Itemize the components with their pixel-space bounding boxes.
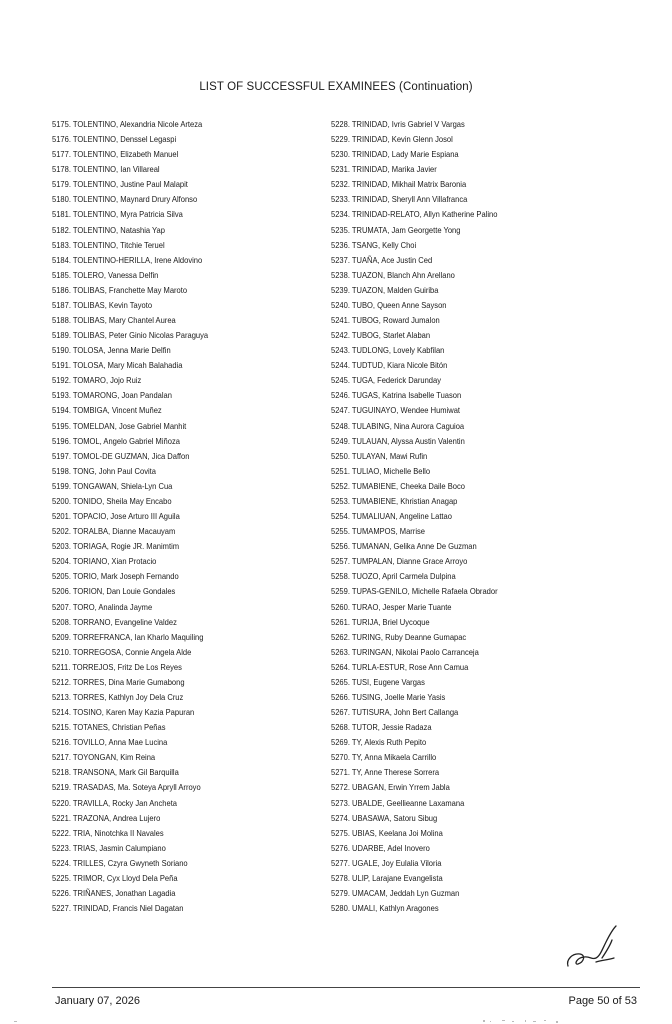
examinee-entry: 5219. TRASADAS, Ma. Soteya Apryll Arroyo <box>52 782 201 793</box>
footer-divider <box>52 987 640 988</box>
examinee-entry: 5189. TOLIBAS, Peter Ginio Nicolas Paraguya <box>52 330 209 341</box>
examinee-entry: 5223. TRIAS, Jasmin Calumpiano <box>52 842 166 853</box>
examinee-entry: 5180. TOLENTINO, Maynard Drury Alfonso <box>52 194 198 205</box>
examinee-entry: 5188. TOLIBAS, Mary Chantel Aurea <box>52 315 176 326</box>
examinee-entry: 5205. TORIO, Mark Joseph Fernando <box>52 571 179 582</box>
examinee-entry: 5279. UMACAM, Jeddah Lyn Guzman <box>331 887 460 898</box>
examinee-entry: 5236. TSANG, Kelly Choi <box>331 239 417 250</box>
examinee-entry: 5275. UBIAS, Keelana Joi Molina <box>331 827 443 838</box>
examinee-entry: 5221. TRAZONA, Andrea Lujero <box>52 812 161 823</box>
scan-artifact <box>0 1012 672 1024</box>
examinee-entry: 5257. TUMPALAN, Dianne Grace Arroyo <box>331 556 468 567</box>
examinee-entry: 5237. TUAÑA, Ace Justin Ced <box>331 254 433 265</box>
examinee-entry: 5184. TOLENTINO-HERILLA, Irene Aldovino <box>52 254 203 265</box>
examinee-entry: 5178. TOLENTINO, Ian Villareal <box>52 164 160 175</box>
examinee-entry: 5194. TOMBIGA, Vincent Muñez <box>52 405 162 416</box>
examinee-entry: 5187. TOLIBAS, Kevin Tayoto <box>52 299 153 310</box>
examinee-entry: 5213. TORRES, Kathlyn Joy Dela Cruz <box>52 691 184 702</box>
examinee-entry: 5206. TORION, Dan Louie Gondales <box>52 586 176 597</box>
examinee-entry: 5251. TULIAO, Michelle Bello <box>331 465 431 476</box>
examinee-entry: 5263. TURINGAN, Nikolai Paolo Carranceja <box>331 646 479 657</box>
examinee-entry: 5264. TURLA-ESTUR, Rose Ann Camua <box>331 661 469 672</box>
examinee-entry: 5220. TRAVILLA, Rocky Jan Ancheta <box>52 797 178 808</box>
examinee-entry: 5201. TOPACIO, Jose Arturo III Aguila <box>52 511 180 522</box>
examinee-entry: 5243. TUDLONG, Lovely Kabfilan <box>331 345 445 356</box>
examinee-entry: 5217. TOYONGAN, Kim Reina <box>52 752 156 763</box>
examinee-entry: 5246. TUGAS, Katrina Isabelle Tuason <box>331 390 462 401</box>
examinee-entry: 5197. TOMOL-DE GUZMAN, Jica Daffon <box>52 450 190 461</box>
examinee-entry: 5265. TUSI, Eugene Vargas <box>331 676 425 687</box>
examinee-entry: 5215. TOTANES, Christian Peñas <box>52 722 166 733</box>
examinee-entry: 5199. TONGAWAN, Shiela-Lyn Cua <box>52 480 173 491</box>
examinee-entry: 5231. TRINIDAD, Marika Javier <box>331 164 437 175</box>
examinee-entry: 5274. UBASAWA, Satoru Sibug <box>331 812 438 823</box>
examinee-entry: 5235. TRUMATA, Jam Georgette Yong <box>331 224 461 235</box>
examinee-entry: 5262. TURING, Ruby Deanne Gumapac <box>331 631 467 642</box>
examinee-entry: 5176. TOLENTINO, Denssel Legaspi <box>52 134 177 145</box>
examinee-entry: 5266. TUSING, Joelle Marie Yasis <box>331 691 446 702</box>
examinee-entry: 5272. UBAGAN, Erwin Yrrem Jabla <box>331 782 450 793</box>
examinee-entry: 5193. TOMARONG, Joan Pandalan <box>52 390 172 401</box>
examinee-list-right-column <box>331 117 631 916</box>
examinee-entry: 5224. TRILLES, Czyra Gwyneth Soriano <box>52 857 188 868</box>
examinee-entry: 5196. TOMOL, Angelo Gabriel Miñoza <box>52 435 180 446</box>
examinee-entry: 5183. TOLENTINO, Titchie Teruel <box>52 239 165 250</box>
examinee-entry: 5245. TUGA, Federick Darunday <box>331 375 441 386</box>
examinee-list-left-column <box>52 117 314 916</box>
examinee-entry: 5233. TRINIDAD, Sheryll Ann Villafranca <box>331 194 468 205</box>
examinee-entry: 5182. TOLENTINO, Natashia Yap <box>52 224 165 235</box>
examinee-entry: 5238. TUAZON, Blanch Ahn Arellano <box>331 269 455 280</box>
examinee-entry: 5226. TRIÑANES, Jonathan Lagadia <box>52 887 176 898</box>
examinee-entry: 5271. TY, Anne Therese Sorrera <box>331 767 440 778</box>
examinee-entry: 5229. TRINIDAD, Kevin Glenn Josol <box>331 134 453 145</box>
examinee-entry: 5191. TOLOSA, Mary Micah Balahadia <box>52 360 183 371</box>
examinee-entry: 5198. TONG, John Paul Covita <box>52 465 156 476</box>
footer-date: January 07, 2026 <box>55 995 141 1007</box>
examinee-entry: 5214. TOSINO, Karen May Kazia Papuran <box>52 707 195 718</box>
examinee-entry: 5276. UDARBE, Adel Inovero <box>331 842 430 853</box>
examinee-entry: 5280. UMALI, Kathlyn Aragones <box>331 903 439 914</box>
examinee-entry: 5203. TORIAGA, Rogie JR. Manimtim <box>52 541 180 552</box>
examinee-entry: 5244. TUDTUD, Kiara Nicole Bitón <box>331 360 448 371</box>
examinee-entry: 5241. TUBOG, Roward Jumalon <box>331 315 440 326</box>
examinee-entry: 5195. TOMELDAN, Jose Gabriel Manhit <box>52 420 187 431</box>
examinee-entry: 5253. TUMABIENE, Khristian Anagap <box>331 495 458 506</box>
examinee-entry: 5225. TRIMOR, Cyx Lloyd Dela Peña <box>52 872 178 883</box>
examinee-entry: 5200. TONIDO, Sheila May Encabo <box>52 495 172 506</box>
examinee-entry: 5260. TURAO, Jesper Marie Tuante <box>331 601 452 612</box>
examinee-entry: 5212. TORRES, Dina Marie Gumabong <box>52 676 185 687</box>
examinee-entry: 5218. TRANSONA, Mark Gil Barquilla <box>52 767 179 778</box>
footer-page-number: Page 50 of 53 <box>568 995 637 1007</box>
examinee-entry: 5208. TORRANO, Evangeline Valdez <box>52 616 177 627</box>
examinee-entry: 5278. ULIP, Larajane Evangelista <box>331 872 443 883</box>
examinee-entry: 5216. TOVILLO, Anna Mae Lucina <box>52 737 168 748</box>
signature-mark <box>562 920 624 972</box>
examinee-entry: 5222. TRIA, Ninotchka II Navales <box>52 827 164 838</box>
examinee-entry: 5252. TUMABIENE, Cheeka Daile Boco <box>331 480 465 491</box>
examinee-entry: 5242. TUBOG, Starlet Alaban <box>331 330 431 341</box>
examinee-entry: 5256. TUMANAN, Gelika Anne De Guzman <box>331 541 477 552</box>
examinee-entry: 5248. TULABING, Nina Aurora Caguioa <box>331 420 465 431</box>
examinee-entry: 5254. TUMALIUAN, Angeline Lattao <box>331 511 452 522</box>
examinee-entry: 5258. TUOZO, April Carmela Dulpina <box>331 571 456 582</box>
examinee-entry: 5239. TUAZON, Malden Guiriba <box>331 284 439 295</box>
examinee-entry: 5210. TORREGOSA, Connie Angela Alde <box>52 646 192 657</box>
examinee-entry: 5227. TRINIDAD, Francis Niel Dagatan <box>52 903 184 914</box>
examinee-entry: 5202. TORALBA, Dianne Macauyam <box>52 526 176 537</box>
examinee-entry: 5249. TULAUAN, Alyssa Austin Valentin <box>331 435 465 446</box>
examinee-entry: 5175. TOLENTINO, Alexandria Nicole Arteza <box>52 119 203 129</box>
examinee-entry: 5273. UBALDE, Geellieanne Laxamana <box>331 797 465 808</box>
examinee-entry: 5185. TOLERO, Vanessa Delfin <box>52 269 159 280</box>
examinee-entry: 5270. TY, Anna Mikaela Carrillo <box>331 752 437 763</box>
examinee-entry: 5211. TORREJOS, Fritz De Los Reyes <box>52 661 182 672</box>
examinee-entry: 5240. TUBO, Queen Anne Sayson <box>331 299 447 310</box>
examinee-entry: 5230. TRINIDAD, Lady Marie Espiana <box>331 149 459 160</box>
examinee-entry: 5228. TRINIDAD, Ivris Gabriel V Vargas <box>331 119 465 129</box>
examinee-entry: 5209. TORREFRANCA, Ian Kharlo Maquiling <box>52 631 204 642</box>
examinee-entry: 5192. TOMARO, Jojo Ruiz <box>52 375 142 386</box>
examinee-entry: 5234. TRINIDAD-RELATO, Allyn Katherine Palino <box>331 209 498 220</box>
examinee-entry: 5250. TULAYAN, Mawi Rufin <box>331 450 428 461</box>
examinee-entry: 5277. UGALE, Joy Eulalia Viloria <box>331 857 442 868</box>
examinee-entry: 5255. TUMAMPOS, Marrise <box>331 526 426 537</box>
examinee-entry: 5232. TRINIDAD, Mikhail Matrix Baronia <box>331 179 467 190</box>
examinee-entry: 5259. TUPAS-GENILO, Michelle Rafaela Obrador <box>331 586 498 597</box>
page-title: LIST OF SUCCESSFUL EXAMINEES (Continuation) <box>199 81 473 93</box>
examinee-entry: 5186. TOLIBAS, Franchette May Maroto <box>52 284 188 295</box>
examinee-entry: 5269. TY, Alexis Ruth Pepito <box>331 737 427 748</box>
examinee-entry: 5261. TURIJA, Briel Uycoque <box>331 616 430 627</box>
examinee-entry: 5181. TOLENTINO, Myra Patricia Silva <box>52 209 183 220</box>
examinee-entry: 5190. TOLOSA, Jenna Marie Delfin <box>52 345 171 356</box>
examinee-entry: 5177. TOLENTINO, Elizabeth Manuel <box>52 149 179 160</box>
examinee-entry: 5179. TOLENTINO, Justine Paul Malapit <box>52 179 188 190</box>
examinee-entry: 5247. TUGUINAYO, Wendee Humiwat <box>331 405 461 416</box>
examinee-entry: 5204. TORIANO, Xian Protacio <box>52 556 157 567</box>
examinee-entry: 5268. TUTOR, Jessie Radaza <box>331 722 432 733</box>
examinee-entry: 5207. TORO, Analinda Jayme <box>52 601 153 612</box>
examinee-entry: 5267. TUTISURA, John Bert Callanga <box>331 707 459 718</box>
